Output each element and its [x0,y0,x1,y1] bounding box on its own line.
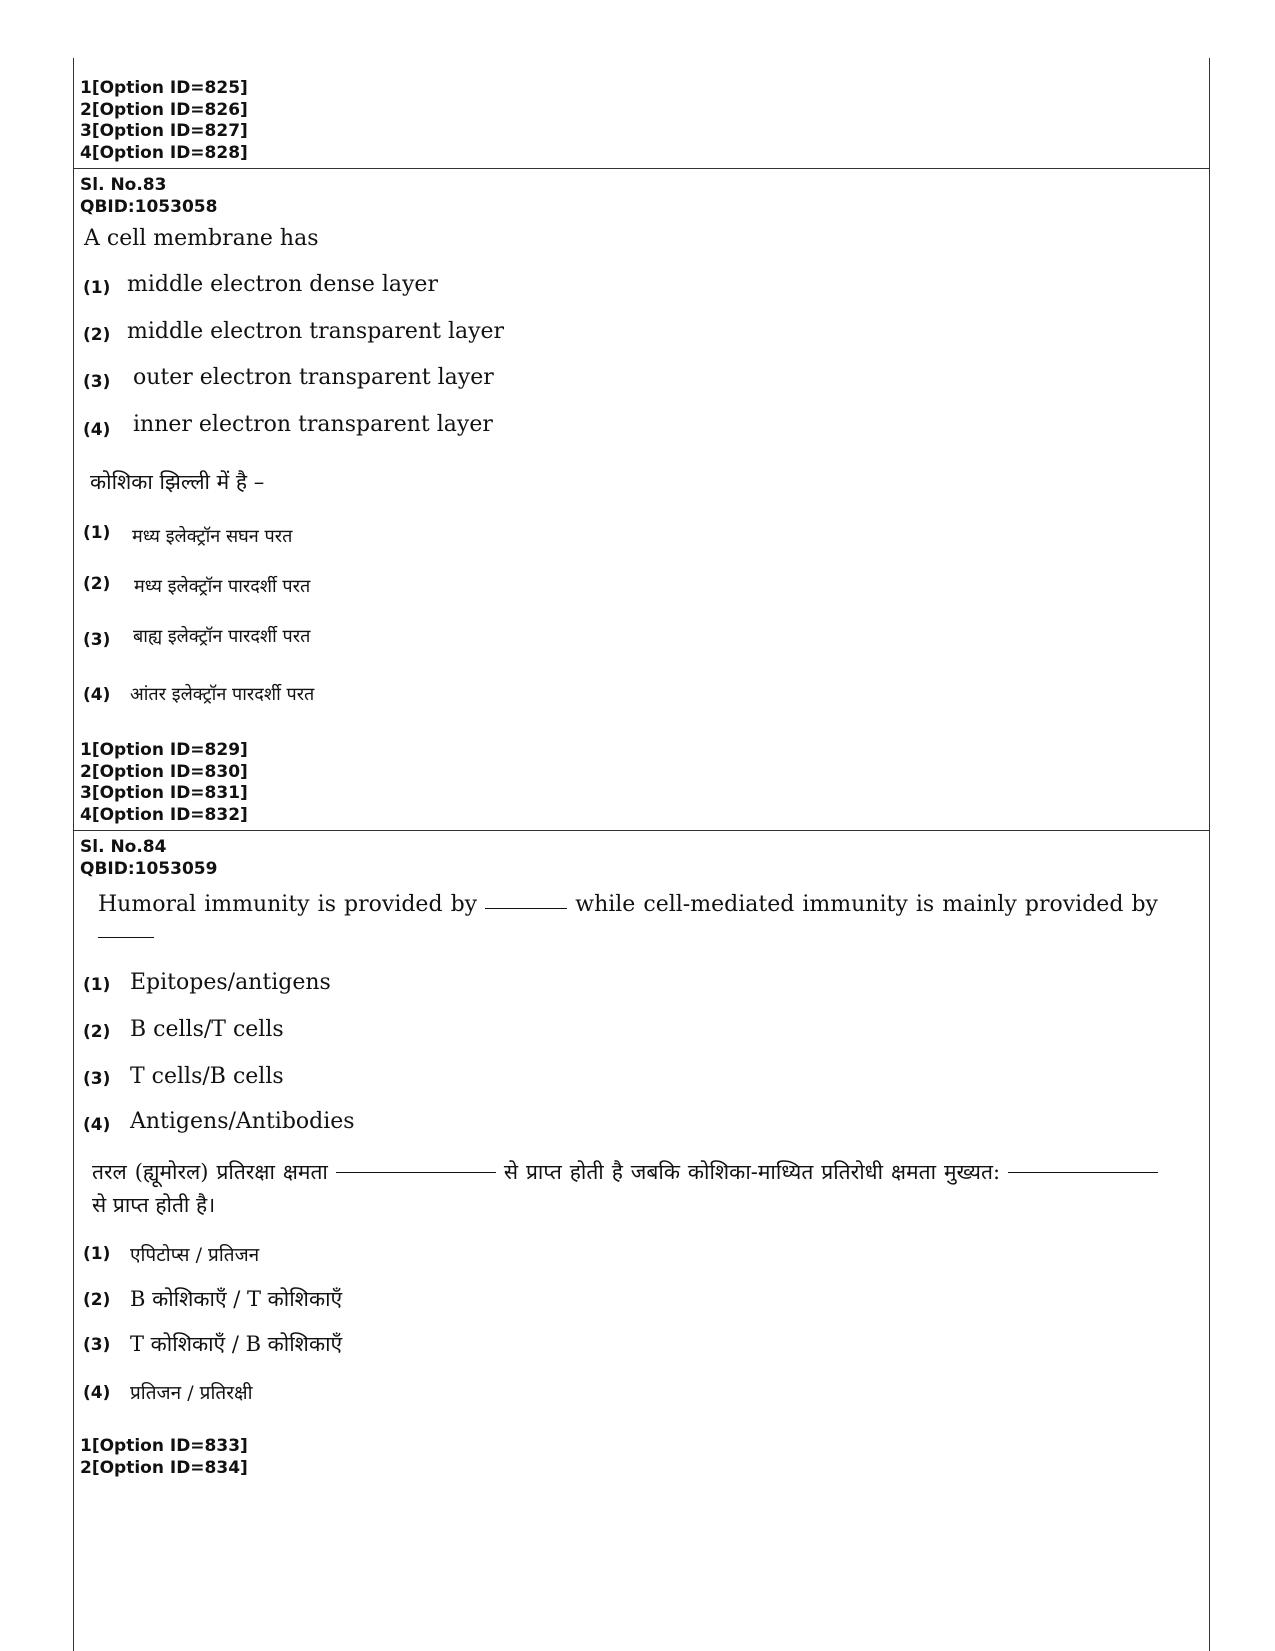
option-number: (1) [83,1244,111,1264]
option-number: (2) [83,1022,111,1042]
option-text-en: middle electron transparent layer [127,319,505,344]
question-text-en: Humoral immunity is provided by while cell-mediated immunity is mainly provided by [98,890,1158,948]
option-number: (3) [83,372,111,392]
option-text-hi: मध्य इलेक्ट्रॉन सघन परत [132,526,293,547]
answer-blank [1008,1172,1158,1173]
question-meta [80,837,217,880]
option-number: (4) [83,685,111,705]
row-divider [74,830,1209,831]
option-id: 1[Option ID=829] [80,740,248,760]
option-id: 2[Option ID=830] [80,761,248,782]
option-text-en: middle electron dense layer [127,272,438,297]
option-number: (4) [83,1383,111,1403]
option-number: (2) [83,1290,111,1310]
option-text-en: Antigens/Antibodies [130,1109,355,1134]
answer-blank [485,908,567,909]
option-text-hi: आंतर इलेक्ट्रॉन पारदर्शी परत [130,684,315,705]
option-text-en: B cells/T cells [130,1017,284,1042]
option-number: (4) [83,1115,111,1135]
option-number: (1) [83,278,111,298]
option-number: (1) [83,523,111,543]
option-text-hi: मध्य इलेक्ट्रॉन पारदर्शी परत [134,576,311,597]
option-id: 4[Option ID=828] [80,142,248,163]
option-id-list [80,1436,248,1479]
qbid: QBID:1053059 [80,858,218,879]
option-text-hi: एपिटोप्स / प्रतिजन [130,1244,260,1266]
row-divider [74,168,1209,169]
option-number: (4) [83,420,111,440]
option-id: 2[Option ID=834] [80,1457,248,1478]
option-id: 3[Option ID=827] [80,121,248,141]
option-text-en: inner electron transparent layer [133,412,493,437]
option-text-en: T cells/B cells [130,1064,284,1089]
option-text-hi: प्रतिजन / प्रतिरक्षी [130,1382,253,1404]
option-id: 4[Option ID=832] [80,804,248,825]
option-id: 1[Option ID=825] [80,78,248,98]
option-id-list [80,740,248,826]
question-text-hi: कोशिका झिल्ली में है – [90,470,265,494]
answer-blank [336,1172,496,1173]
option-id: 3[Option ID=831] [80,783,248,803]
question-meta [80,175,217,218]
serial-number: Sl. No.84 [80,837,167,857]
option-text-hi: बाह्य इलेक्ट्रॉन पारदर्शी परत [133,626,311,647]
option-id: 2[Option ID=826] [80,99,248,120]
option-id-list [80,78,248,164]
option-text-en: outer electron transparent layer [133,365,494,390]
serial-number: Sl. No.83 [80,175,167,195]
question-text-hi: तरल (ह्यूमोरल) प्रतिरक्षा क्षमता से प्राप्त होती है जबकि कोशिका-माध्यित प्रतिरोधी क्षमता मुख्यत: से प्राप्त होती है। [92,1156,1158,1222]
question-text-en: A cell membrane has [84,226,319,251]
question-frame [73,58,1210,1651]
option-text-hi: B कोशिकाएँ / T कोशिकाएँ [130,1287,343,1311]
option-number: (1) [83,975,111,995]
option-number: (3) [83,630,111,650]
option-text-en: Epitopes/antigens [130,970,331,995]
option-number: (2) [83,574,111,594]
option-id: 1[Option ID=833] [80,1436,248,1456]
answer-blank [98,937,154,938]
option-number: (2) [83,325,111,345]
qbid: QBID:1053058 [80,196,218,217]
option-text-hi: T कोशिकाएँ / B कोशिकाएँ [130,1332,343,1356]
option-number: (3) [83,1335,111,1355]
option-number: (3) [83,1069,111,1089]
